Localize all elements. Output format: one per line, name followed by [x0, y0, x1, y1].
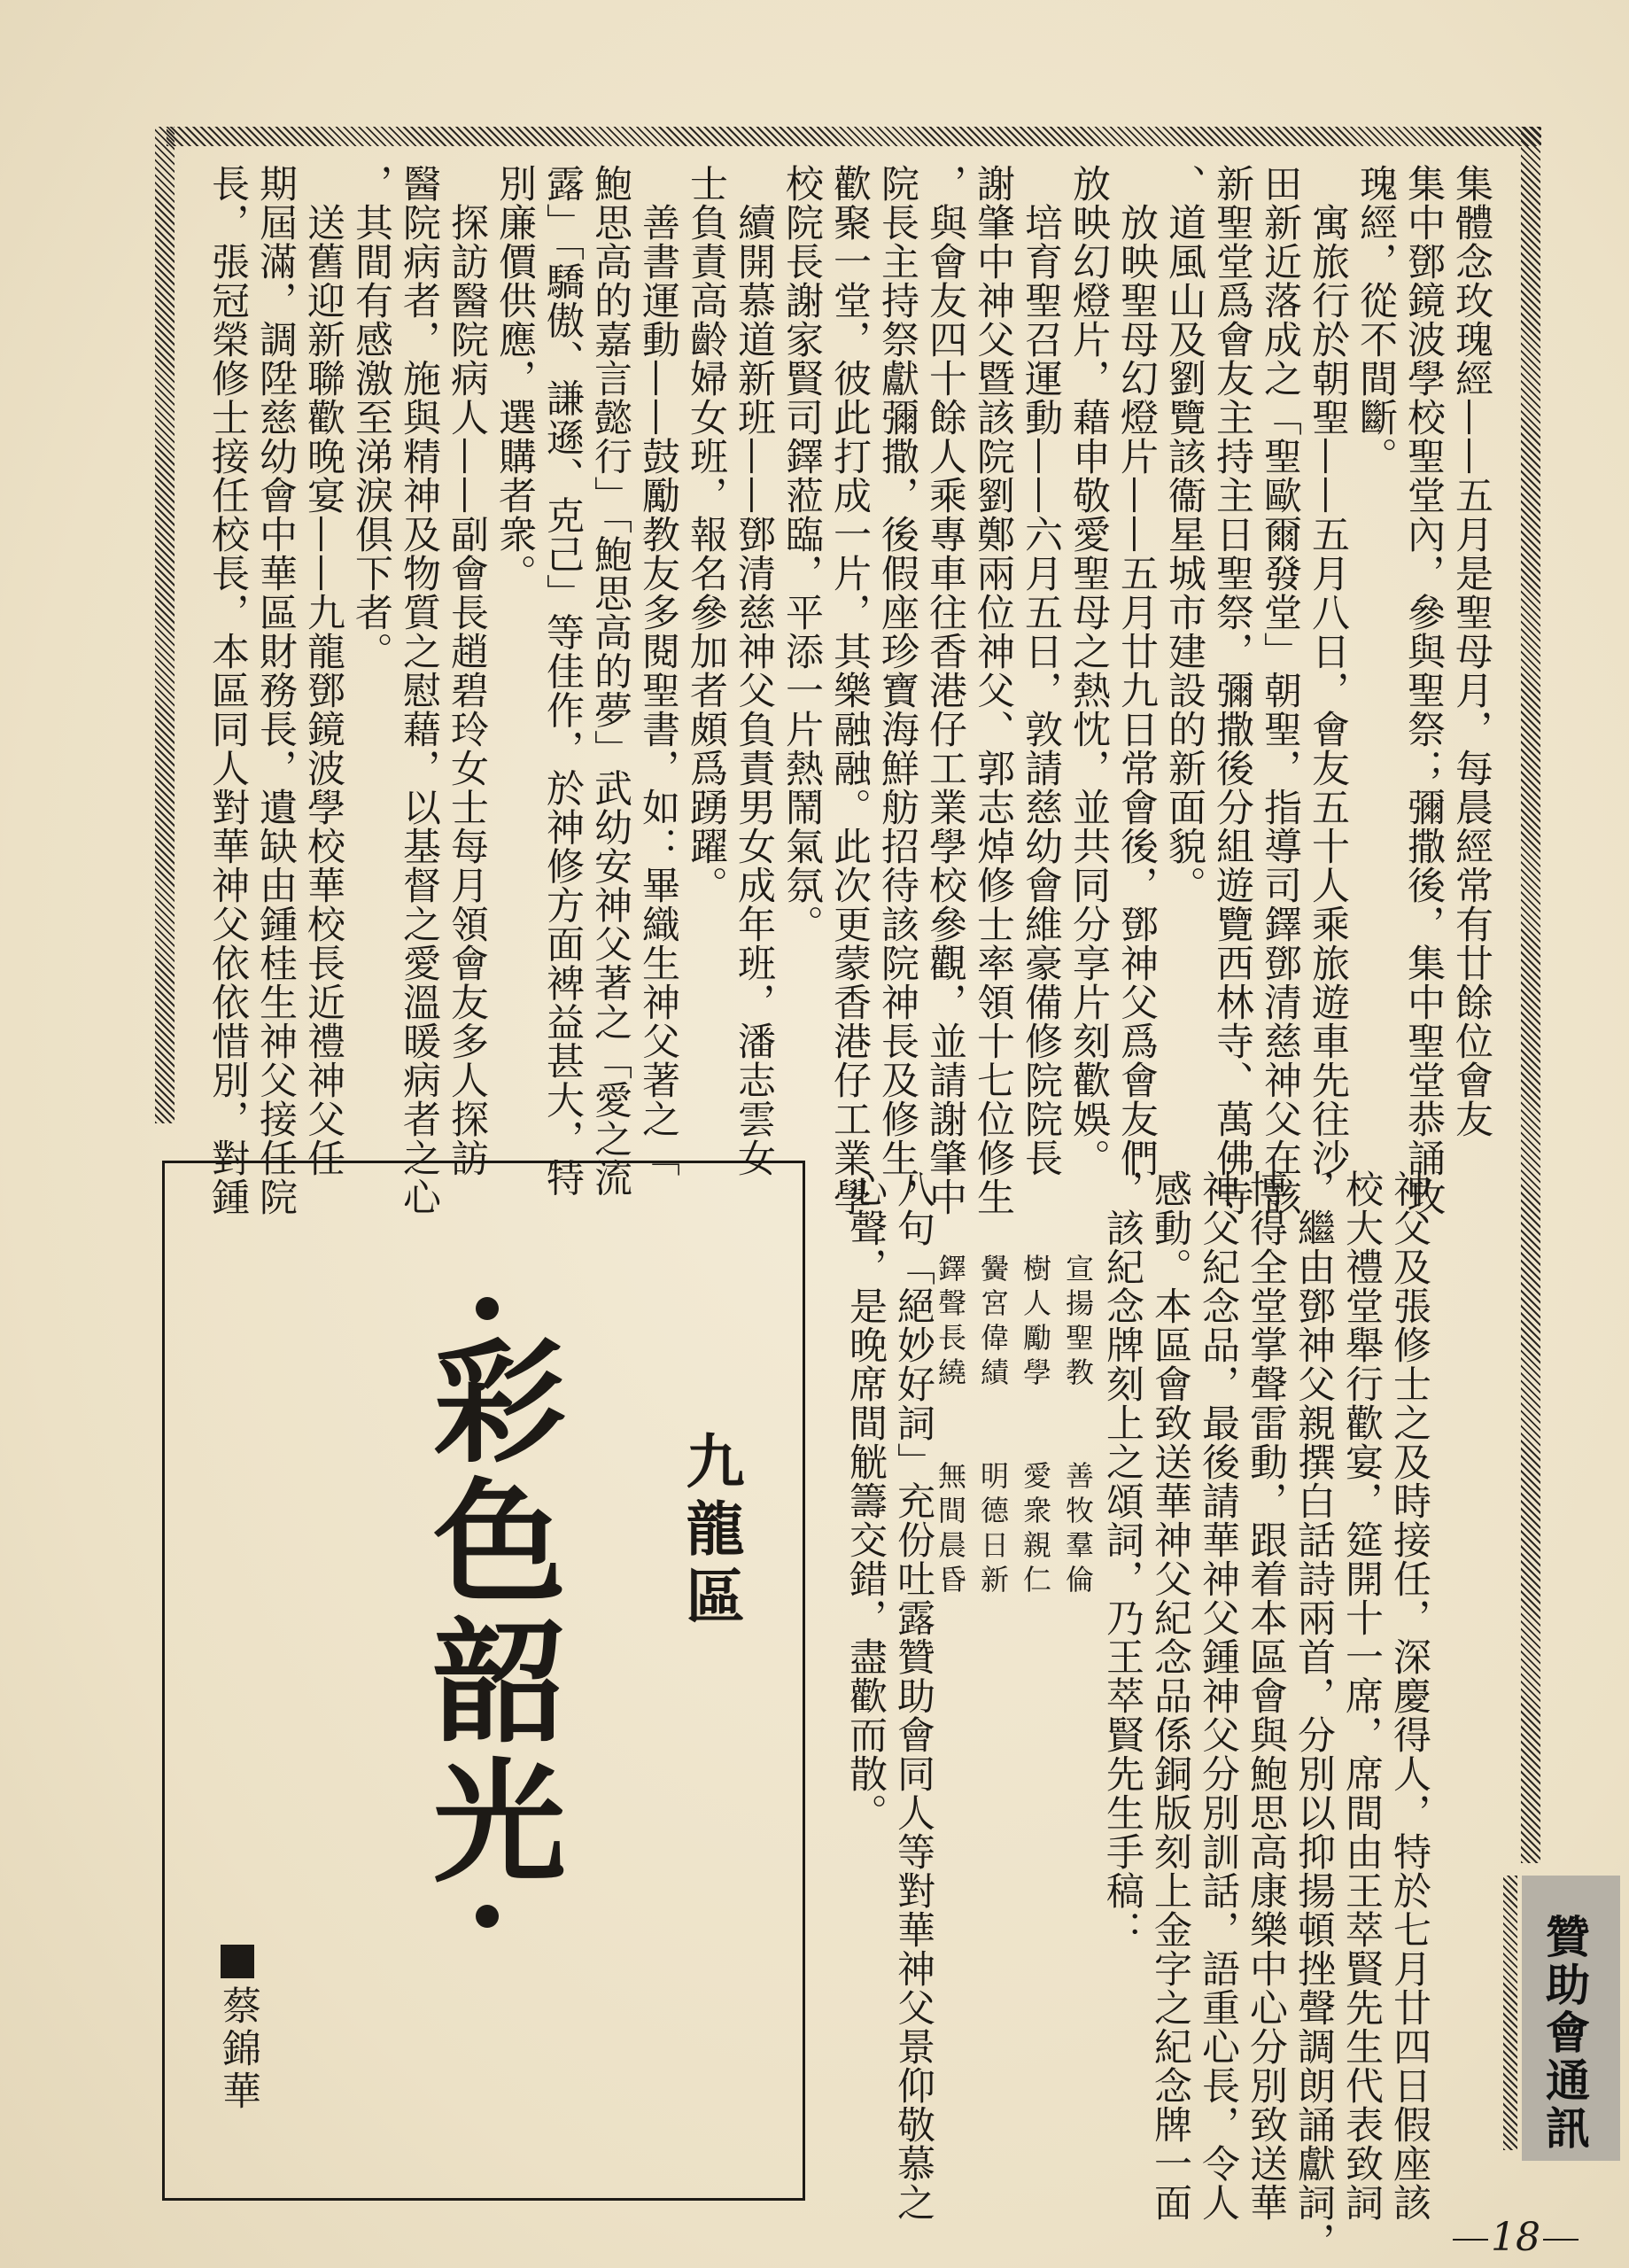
article-column: 培育聖召運動——六月五日，敦請慈幼會維豪備修院院長: [1019, 164, 1063, 1177]
feature-title-text: 彩色韶光: [410, 1332, 564, 1892]
page-number-rule-right: [1543, 2239, 1579, 2241]
plaque-line: 黌宮偉績 明德日新: [976, 1254, 1010, 1599]
section-tab-label: 贊助會通訊: [1539, 1914, 1590, 2153]
article-column: 放映幻燈片，藉申敬愛聖母之熱忱，並共同分享片刻歡娛。: [1067, 164, 1111, 1177]
article-column: 八句「絕妙好詞」充份吐露贊助會同人等對華神父景仰敬慕之: [891, 1169, 935, 2222]
top-border: [167, 127, 1541, 146]
page-number: 18: [1491, 2215, 1540, 2260]
article-column: 瑰經，從不間斷。: [1354, 164, 1398, 476]
article-column: 送舊迎新聯歡晚宴——九龍鄧鏡波學校華校長近禮神父任: [301, 164, 345, 1177]
article-column: 謝肇中神父暨該院劉鄭兩位神父、郭志焯修士率領十七位修生: [971, 164, 1015, 1216]
article-column: 別廉價供應，選購者衆。: [493, 164, 537, 593]
plaque-line: 鐸聲長繞 無間晨昏: [934, 1254, 967, 1599]
article-column: 善書運動——鼓勵教友多閱聖書，如：畢織生神父著之「: [636, 164, 680, 1177]
plaque-line: 宣揚聖教 善牧羣倫: [1061, 1254, 1095, 1599]
article-column: ，繼由鄧神父親撰白話詩兩首，分別以抑揚頓挫聲調朗誦獻詞，: [1292, 1169, 1336, 2261]
article-column: ，該紀念牌刻上之頌詞，乃王萃賢先生手稿：: [1100, 1169, 1144, 1949]
square-bullet-icon: [221, 1945, 254, 1978]
page-number-rule-left: [1453, 2239, 1488, 2241]
article-column: 歡聚一堂，彼此打成一片，其樂融融。此次更蒙香港仔工業學: [827, 164, 872, 1216]
author-byline: [209, 1945, 266, 2113]
article-column: 神父紀念品，最後請華神父鍾神父分別訓話，語重心長，令人: [1196, 1169, 1240, 2222]
article-column: 校院長謝家賢司鐸蒞臨，平添一片熱鬧氣氛。: [780, 164, 824, 944]
feature-title: [410, 1285, 564, 1940]
article-column: 探訪醫院病人——副會長趙碧玲女士每月領會友多人探訪: [445, 164, 489, 1177]
title-dot-icon: [476, 1905, 499, 1928]
article-column: 長，張冠榮修士接任校長，本區同人對華神父依依惜別，對鍾: [206, 164, 250, 1216]
article-body: [0, 164, 1629, 1216]
region-label: 九龍區: [676, 1431, 745, 1633]
article-column: 、道風山及劉覽該衞星城市建設的新面貌。: [1162, 164, 1206, 905]
article-column: 院長主持祭獻彌撒，後假座珍寶海鮮舫招待該院神長及修生，: [875, 164, 919, 1216]
article-column: 集中鄧鏡波學校聖堂內，參與聖祭；彌撒後，集中聖堂恭誦玫: [1401, 164, 1446, 1216]
article-column: 神父及張修士之及時接任，深慶得人，特於七月廿四日假座該: [1387, 1169, 1431, 2222]
article-column: 期屆滿，調陞慈幼會中華區財務長，遺缺由鍾桂生神父接任院: [253, 164, 298, 1216]
plaque-line: 樹人勵學 愛衆親仁: [1019, 1254, 1052, 1599]
article-column: 新聖堂爲會友主持主日聖祭，彌撒後分組遊覽西林寺、萬佛寺: [1210, 164, 1254, 1216]
article-column: 感動。本區會致送華神父紀念品係銅版刻上金字之紀念牌一面: [1148, 1169, 1192, 2222]
tab-border: [1503, 1876, 1517, 2150]
article-column: 集體念玫瑰經——五月是聖母月，每晨經常有廿餘位會友: [1449, 164, 1493, 1138]
article-column: 續開慕道新班——鄧清慈神父負責男女成年班，潘志雲女: [732, 164, 776, 1177]
article-column: 放映聖母幻燈片——五月廿九日常會後，鄧神父爲會友們: [1114, 164, 1159, 1177]
article-column: 心聲，是晚席間觥籌交錯，盡歡而散。: [843, 1169, 888, 1832]
author-name: 蔡錦華: [215, 1985, 260, 2113]
article-column: ，其間有感激至涕淚俱下者。: [349, 164, 393, 671]
article-column: 醫院病者，施與精神及物質之慰藉，以基督之愛溫暖病者之心: [397, 164, 441, 1216]
article-column: 寓旅行於朝聖——五月八日，會友五十人乘旅遊車先往沙: [1306, 164, 1350, 1177]
article-column: ，與會友四十餘人乘專車往香港仔工業學校參觀，並請謝肇中: [923, 164, 967, 1216]
article-column: 鮑思高的嘉言懿行」「鮑思高的夢」武幼安神父著之「愛之流: [588, 164, 632, 1198]
article-column: 田新近落成之「聖歐爾發堂」朝聖，指導司鐸鄧清慈神父在該: [1258, 164, 1302, 1216]
article-column: 校大禮堂舉行歡宴，筵開十一席，席間由王萃賢先生代表致詞: [1339, 1169, 1384, 2222]
title-dot-icon: [476, 1297, 499, 1320]
article-column: 士負責高齡婦女班，報名參加者頗爲踴躍。: [684, 164, 728, 905]
article-column: 露」「驕傲、謙遜、克己」等佳作，於神修方面裨益甚大，特: [540, 164, 585, 1198]
article-column: 博得全堂掌聲雷動，跟着本區會與鮑思高康樂中心分別致送華: [1244, 1169, 1288, 2222]
